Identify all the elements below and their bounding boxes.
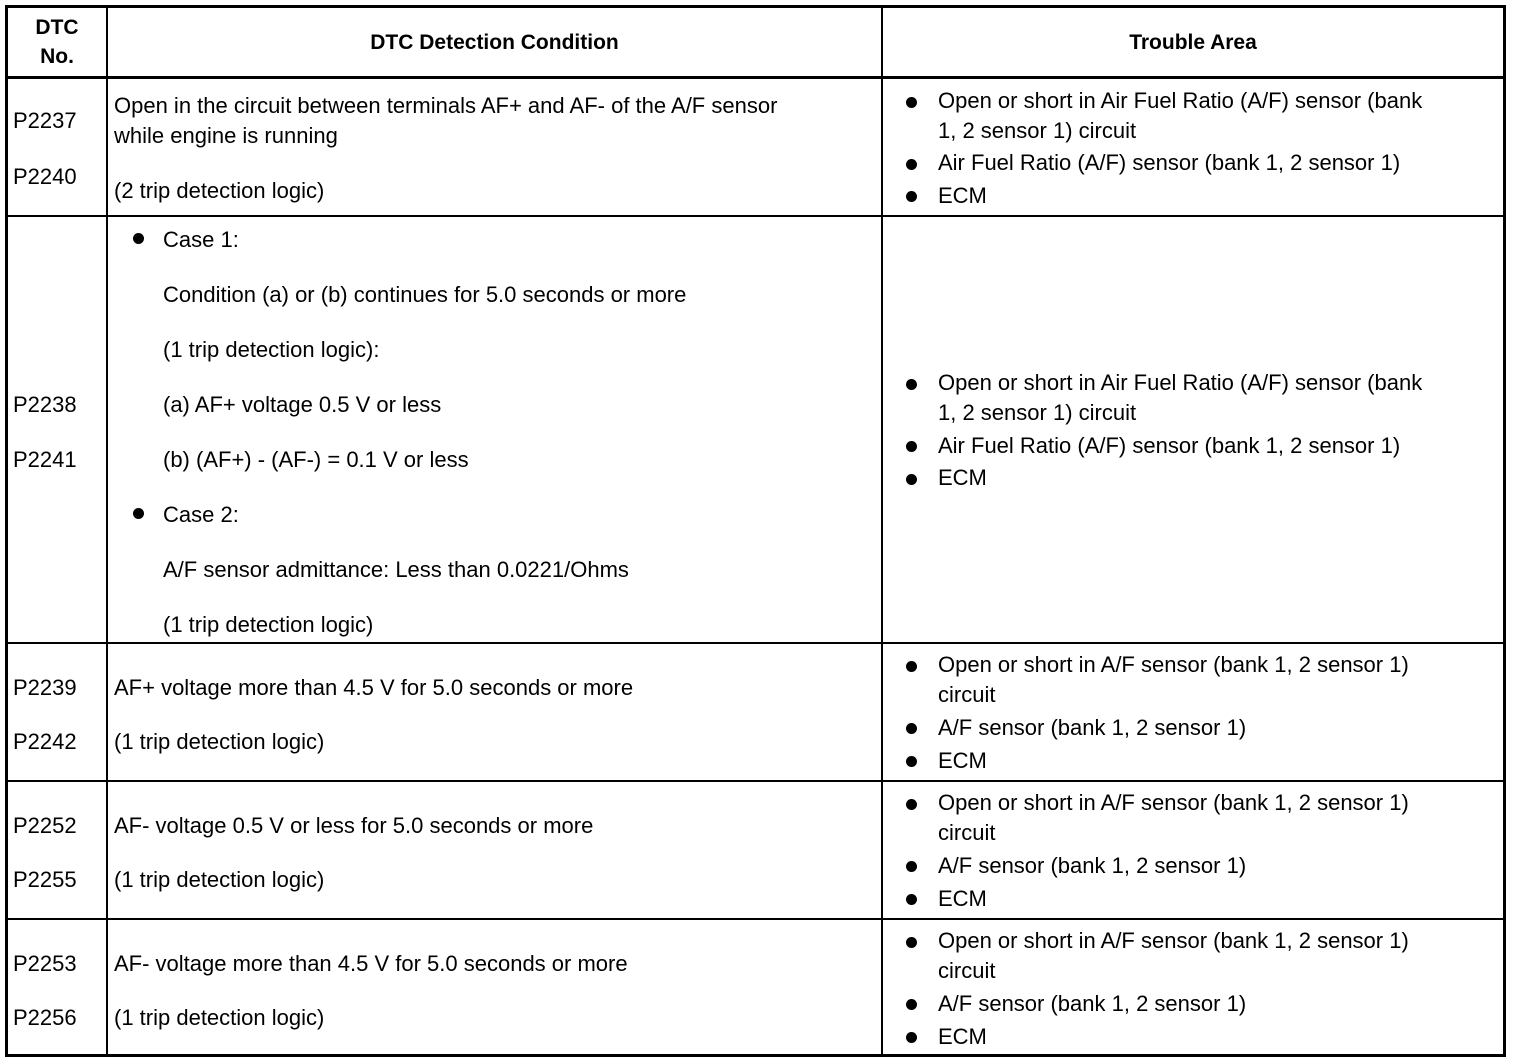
header-divider bbox=[5, 76, 1506, 79]
trouble-item: Open or short in A/F sensor (bank 1, 2 sensor 1) bbox=[938, 790, 1409, 815]
condition-text: A/F sensor admittance: Less than 0.0221/Ohms bbox=[163, 557, 629, 582]
bullet-icon bbox=[906, 661, 917, 672]
trouble-item: Open or short in Air Fuel Ratio (A/F) sensor (bank bbox=[938, 88, 1423, 113]
trouble-item: Open or short in A/F sensor (bank 1, 2 sensor 1) bbox=[938, 928, 1409, 953]
bullet-icon bbox=[906, 441, 917, 452]
row-divider bbox=[5, 780, 1506, 782]
row-divider bbox=[5, 215, 1506, 217]
trouble-item: A/F sensor (bank 1, 2 sensor 1) bbox=[938, 991, 1247, 1016]
bullet-icon bbox=[906, 799, 917, 810]
bullet-icon bbox=[906, 937, 917, 948]
bullet-icon bbox=[906, 379, 917, 390]
row-divider bbox=[5, 918, 1506, 920]
bullet-icon bbox=[906, 861, 917, 872]
dtc-code: P2252 bbox=[13, 813, 77, 838]
bullet-icon bbox=[906, 474, 917, 485]
trouble-item: A/F sensor (bank 1, 2 sensor 1) bbox=[938, 853, 1247, 878]
trouble-item: Air Fuel Ratio (A/F) sensor (bank 1, 2 sensor 1) bbox=[938, 433, 1401, 458]
bullet-icon bbox=[906, 756, 917, 767]
bullet-icon bbox=[906, 894, 917, 905]
bullet-icon bbox=[906, 159, 917, 170]
trouble-item: ECM bbox=[938, 748, 987, 773]
bullet-icon bbox=[906, 723, 917, 734]
column-divider bbox=[106, 5, 108, 1057]
trouble-item: 1, 2 sensor 1) circuit bbox=[938, 118, 1137, 143]
condition-text: (1 trip detection logic): bbox=[163, 337, 380, 362]
condition-text: Case 1: bbox=[163, 227, 239, 252]
column-divider bbox=[881, 5, 883, 1057]
header-detection-condition: DTC Detection Condition bbox=[370, 31, 619, 54]
condition-text: (b) (AF+) - (AF-) = 0.1 V or less bbox=[163, 447, 469, 472]
bullet-icon bbox=[133, 233, 144, 244]
condition-text: Condition (a) or (b) continues for 5.0 seconds or more bbox=[163, 282, 687, 307]
trouble-item: circuit bbox=[938, 958, 996, 983]
dtc-code: P2242 bbox=[13, 729, 77, 754]
condition-text: (1 trip detection logic) bbox=[163, 612, 374, 637]
bullet-icon bbox=[906, 1032, 917, 1043]
dtc-code: P2240 bbox=[13, 164, 77, 189]
trouble-item: circuit bbox=[938, 820, 996, 845]
trouble-item: Air Fuel Ratio (A/F) sensor (bank 1, 2 sensor 1) bbox=[938, 150, 1401, 175]
bullet-icon bbox=[906, 191, 917, 202]
condition-text: (2 trip detection logic) bbox=[114, 178, 325, 203]
bullet-icon bbox=[906, 97, 917, 108]
condition-text: while engine is running bbox=[114, 123, 338, 148]
dtc-code: P2255 bbox=[13, 867, 77, 892]
dtc-code: P2253 bbox=[13, 951, 77, 976]
dtc-code: P2238 bbox=[13, 392, 77, 417]
trouble-item: Open or short in Air Fuel Ratio (A/F) sensor (bank bbox=[938, 370, 1423, 395]
condition-text: AF- voltage 0.5 V or less for 5.0 seconds or more bbox=[114, 813, 594, 838]
dtc-code: P2256 bbox=[13, 1005, 77, 1030]
trouble-item: ECM bbox=[938, 183, 987, 208]
header-dtc-no: DTC No. bbox=[35, 16, 79, 68]
bullet-icon bbox=[133, 508, 144, 519]
condition-text: (1 trip detection logic) bbox=[114, 729, 325, 754]
condition-text: AF- voltage more than 4.5 V for 5.0 seconds or more bbox=[114, 951, 628, 976]
condition-text: (1 trip detection logic) bbox=[114, 867, 325, 892]
header-trouble-area: Trouble Area bbox=[1129, 31, 1257, 54]
trouble-item: ECM bbox=[938, 886, 987, 911]
condition-text: (1 trip detection logic) bbox=[114, 1005, 325, 1030]
condition-text: AF+ voltage more than 4.5 V for 5.0 seconds or more bbox=[114, 675, 634, 700]
row-divider bbox=[5, 642, 1506, 644]
trouble-item: Open or short in A/F sensor (bank 1, 2 sensor 1) bbox=[938, 652, 1409, 677]
condition-text: Case 2: bbox=[163, 502, 239, 527]
condition-text: Open in the circuit between terminals AF+ and AF- of the A/F sensor bbox=[114, 93, 778, 118]
trouble-item: circuit bbox=[938, 682, 996, 707]
trouble-item: 1, 2 sensor 1) circuit bbox=[938, 400, 1137, 425]
condition-text: (a) AF+ voltage 0.5 V or less bbox=[163, 392, 442, 417]
bullet-icon bbox=[906, 999, 917, 1010]
trouble-item: ECM bbox=[938, 465, 987, 490]
dtc-code: P2241 bbox=[13, 447, 77, 472]
dtc-code: P2239 bbox=[13, 675, 77, 700]
trouble-item: A/F sensor (bank 1, 2 sensor 1) bbox=[938, 715, 1247, 740]
dtc-code: P2237 bbox=[13, 108, 77, 133]
trouble-item: ECM bbox=[938, 1024, 987, 1049]
